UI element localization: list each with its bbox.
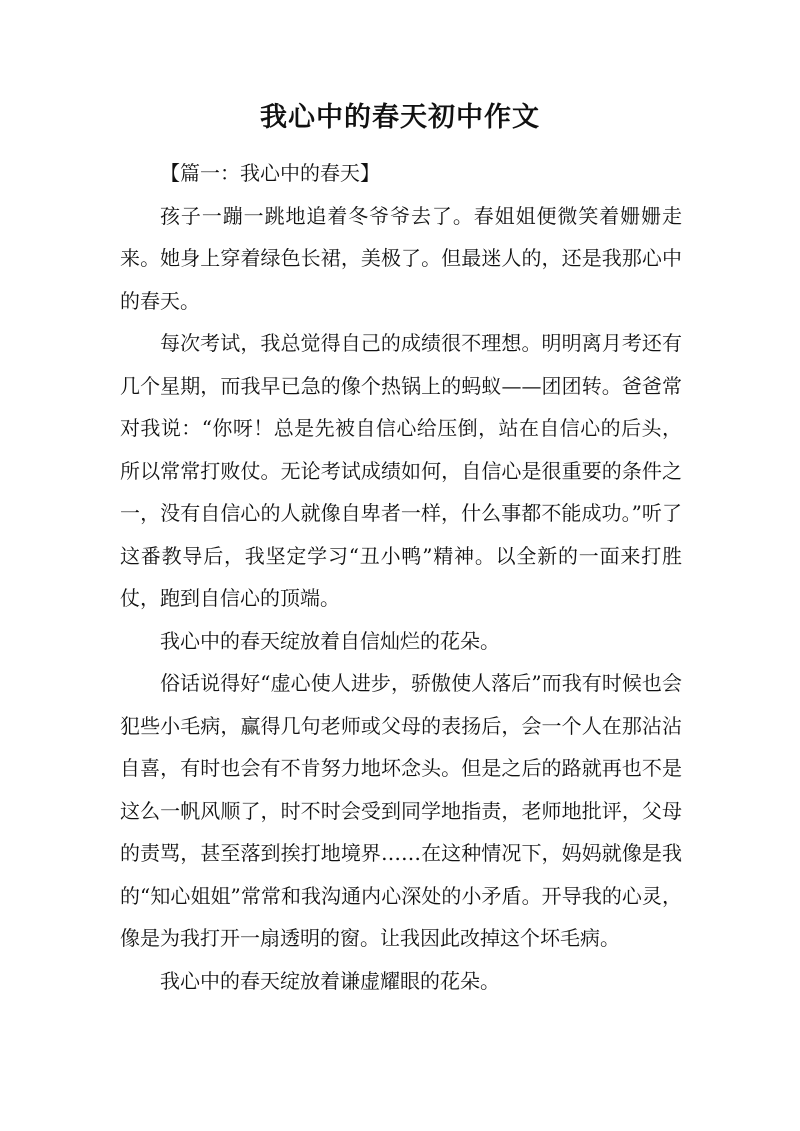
paragraph: 我心中的春天绽放着自信灿烂的花朵。 (160, 628, 500, 653)
paragraph: 孩子一蹦一跳地追着冬爷爷去了。春姐姐便微笑着姗姗走来。她身上穿着绿色长裙，美极了。但最迷人的，还是我那心中的春天。 (120, 203, 682, 313)
document-body (120, 152, 682, 1002)
paragraph: 我心中的春天绽放着谦虚耀眼的花朵。 (160, 968, 500, 993)
paragraph: 每次考试，我总觉得自己的成绩很不理想。明明离月考还有几个星期，而我早已急的像个热锅上的蚂蚁——团团转。爸爸常对我说：“你呀！总是先被自信心给压倒，站在自信心的后头，所以常常打败仗。无论考试成绩如何，自信心是很重要的条件之一，没有自信心的人就像自卑者一样，什么事都不能成功。”听了这番教导后，我坚定学习“丑小鸭”精神。以全新的一面来打胜仗，跑到自信心的顶端。 (120, 331, 682, 610)
document-title: 我心中的春天初中作文 (260, 102, 540, 133)
section-heading: 【篇一：我心中的春天】 (160, 161, 380, 185)
paragraph: 俗话说得好“虚心使人进步，骄傲使人落后”而我有时候也会犯些小毛病，赢得几句老师或父母的表扬后，会一个人在那沾沾自喜，有时也会有不肯努力地坏念头。但是之后的路就再也不是这么一帆风顺了，时不时会受到同学地指责，老师地批评，父母的责骂，甚至落到挨打地境界……在这种情况下，妈妈就像是我的“知心姐姐”常常和我沟通内心深处的小矛盾。开导我的心灵，像是为我打开一扇透明的窗。让我因此改掉这个坏毛病。 (120, 671, 682, 950)
